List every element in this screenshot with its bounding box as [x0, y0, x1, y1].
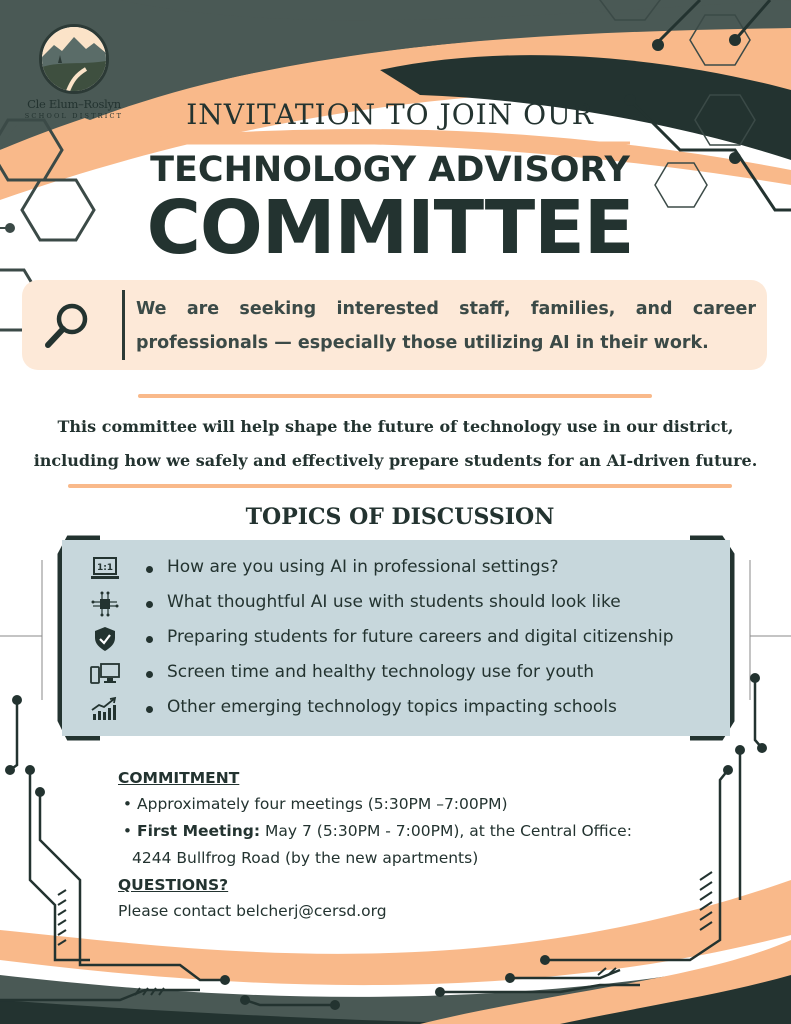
mission-line-1: This committee will help shape the future of technology use in our district, [57, 417, 734, 436]
callout-divider [122, 290, 125, 360]
title-line-2: COMMITTEE [146, 185, 634, 271]
district-logo [18, 24, 130, 120]
topic-text: How are you using AI in professional settings? [167, 557, 559, 577]
bullet [146, 706, 153, 713]
topic-text: Other emerging technology topics impacting schools [167, 697, 617, 717]
topic-item [62, 622, 730, 657]
first-meeting-address: 4244 Bullfrog Road (by the new apartments) [132, 849, 479, 867]
topic-text: What thoughtful AI use with students should look like [167, 592, 621, 612]
topic-text: Preparing students for future careers and digital citizenship [167, 627, 674, 647]
topic-item [62, 657, 730, 692]
district-name: Cle Elum–Roslyn [27, 97, 121, 111]
invitation-heading: INVITATION TO JOIN OUR [186, 98, 594, 131]
devices-icon [90, 661, 120, 687]
first-meeting-label: First Meeting: [137, 822, 261, 840]
bullet [146, 636, 153, 643]
growth-chart-icon [90, 696, 120, 722]
shield-check-icon [90, 626, 120, 652]
topics-list [62, 540, 730, 736]
district-subtitle: SCHOOL DISTRICT [24, 112, 124, 120]
questions-heading: QUESTIONS? [118, 876, 229, 894]
mission-statement [20, 410, 771, 478]
commitment-item-2: • First Meeting: May 7 (5:30PM - 7:00PM), at the Central Office: [118, 822, 632, 840]
mission-line-2: including how we safely and effectively prepare students for an AI-driven future. [33, 451, 758, 470]
mountain-river-logo-icon [39, 24, 109, 94]
topic-text: Screen time and healthy technology use for youth [167, 662, 595, 682]
chip-icon [90, 591, 120, 617]
topics-heading: TOPICS OF DISCUSSION [245, 504, 555, 530]
bullet [146, 601, 153, 608]
laptop-icon-label: 1:1 [96, 563, 114, 573]
magnifying-glass-icon [42, 299, 94, 351]
topic-item [62, 692, 730, 727]
topic-item [62, 587, 730, 622]
commitment-item-1-text: Approximately four meetings (5:30PM –7:00PM) [137, 795, 508, 813]
first-meeting-details: May 7 (5:30PM - 7:00PM), at the Central Office: [265, 822, 632, 840]
bullet [146, 566, 153, 573]
seeking-line-2: professionals — especially those utilizing AI in their work. [136, 333, 709, 353]
details-section [118, 765, 718, 925]
contact-text: Please contact belcherj@cersd.org [118, 902, 387, 920]
bullet [146, 671, 153, 678]
seeking-line-1: We are seeking interested staff, families, and career [136, 299, 756, 319]
seeking-callout [22, 280, 767, 370]
topic-item [62, 552, 730, 587]
commitment-heading: COMMITMENT [118, 769, 240, 787]
title-line-1: TECHNOLOGY ADVISORY [150, 150, 630, 190]
laptop-icon [90, 556, 120, 582]
commitment-item-1: • Approximately four meetings (5:30PM –7:00PM) [118, 795, 508, 813]
